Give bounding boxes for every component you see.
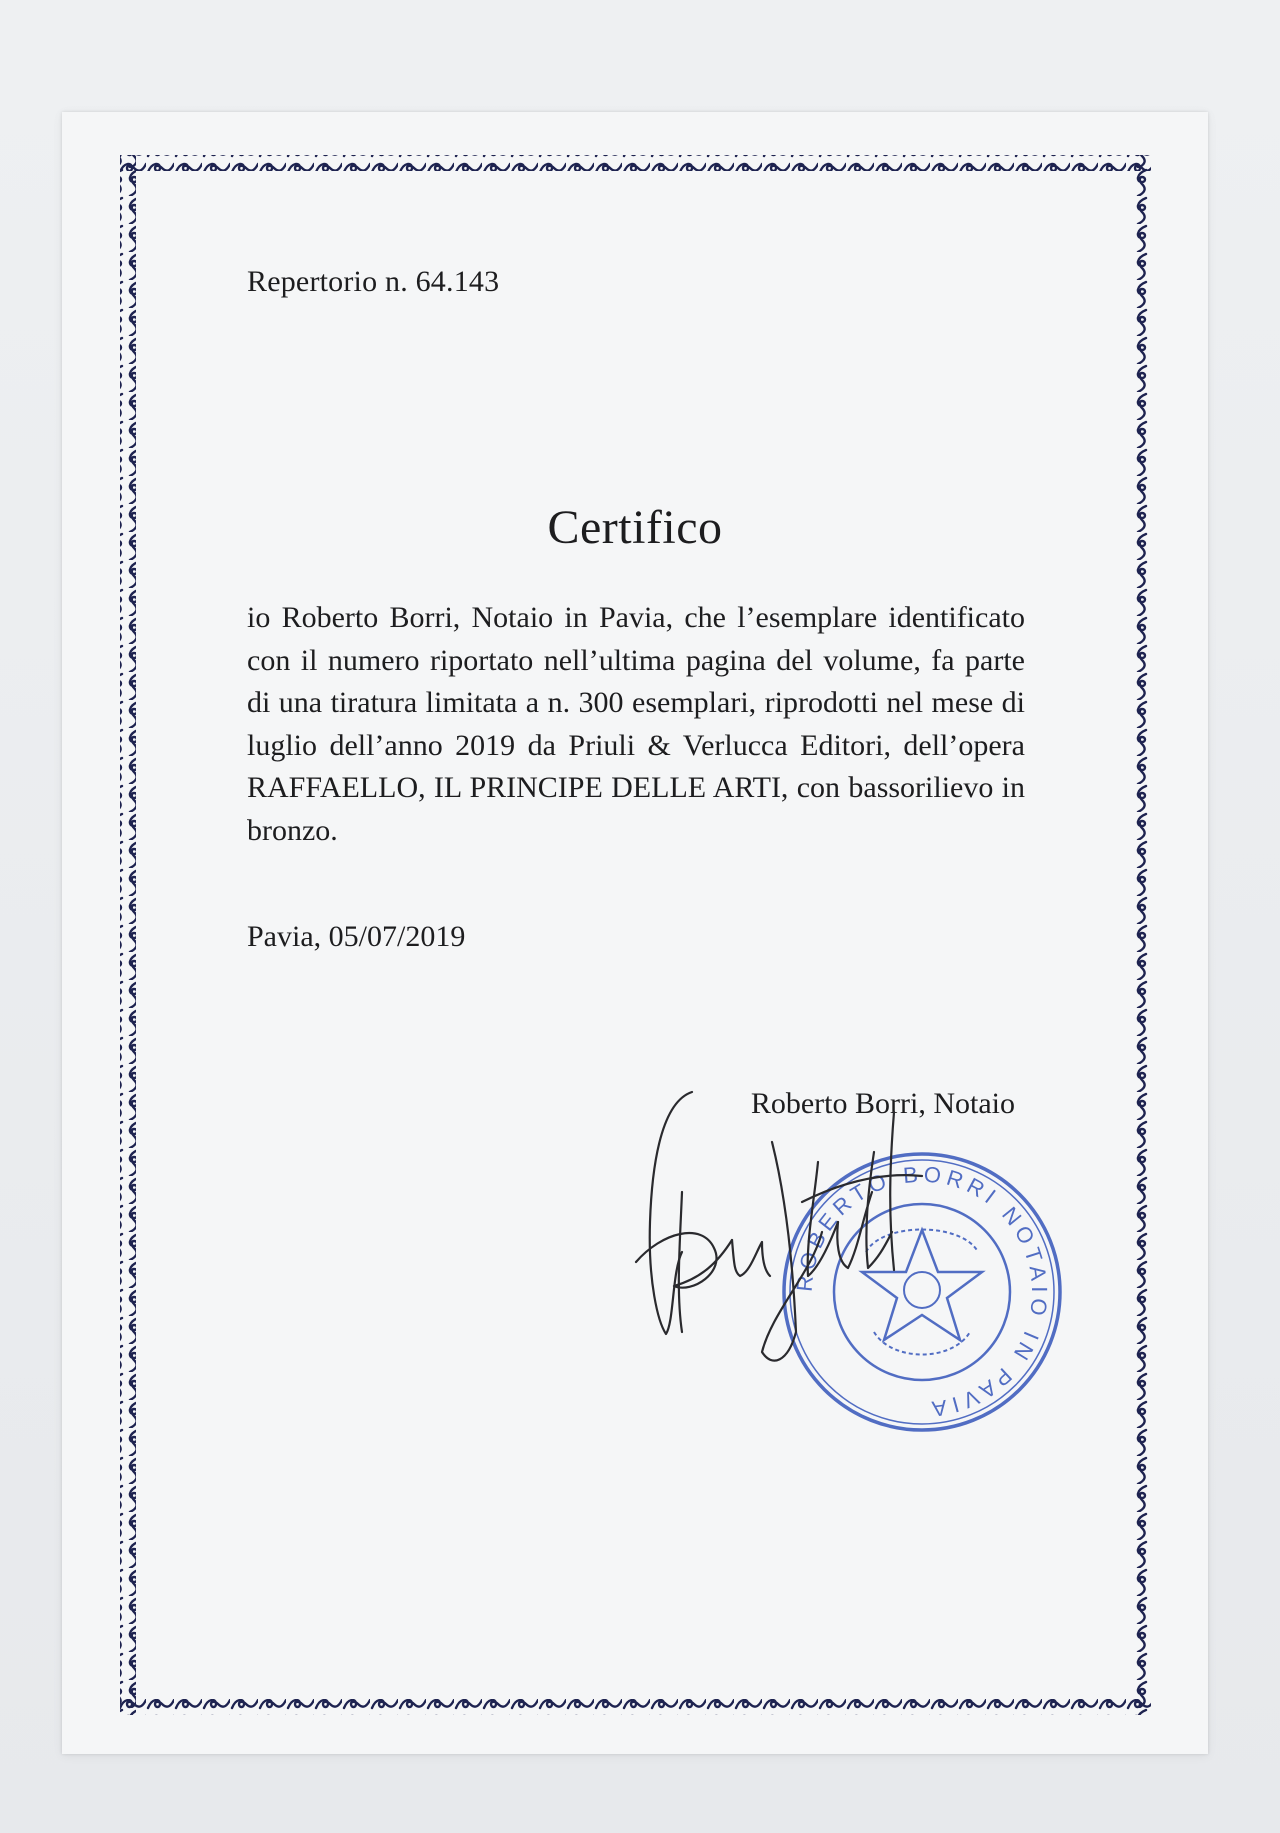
stamp-ring-text: ROBERTO BORRI NOTAIO IN PAVIA — [791, 1161, 1053, 1423]
place-and-date: Pavia, 05/07/2019 — [247, 920, 466, 953]
certificate-title: Certifico — [547, 501, 723, 554]
decorative-wave-border — [62, 112, 1208, 1754]
certificate-sheet — [62, 112, 1208, 1754]
signer-name: Roberto Borri, Notaio — [750, 1087, 1015, 1120]
border-left — [120, 155, 136, 1715]
repertorio-number: Repertorio n. 64.143 — [247, 265, 500, 298]
border-top — [120, 155, 1151, 171]
border-bottom — [120, 1699, 1151, 1715]
border-right — [1135, 155, 1151, 1715]
handwritten-signature — [622, 1072, 1042, 1432]
certificate-body: io Roberto Borri, Notaio in Pavia, che l’esemplare identificato con il numero riportato nell’ultima pagina del volume, fa parte di una tiratura limitata a n. 300 esemplari, riprodotti nel mese di luglio dell’anno 2019 da Priuli & Verlucca Editori, dell’opera RAFFAELLO, IL PRINCIPE DELLE ARTI, con bassorilievo in bronzo. — [247, 601, 1025, 847]
